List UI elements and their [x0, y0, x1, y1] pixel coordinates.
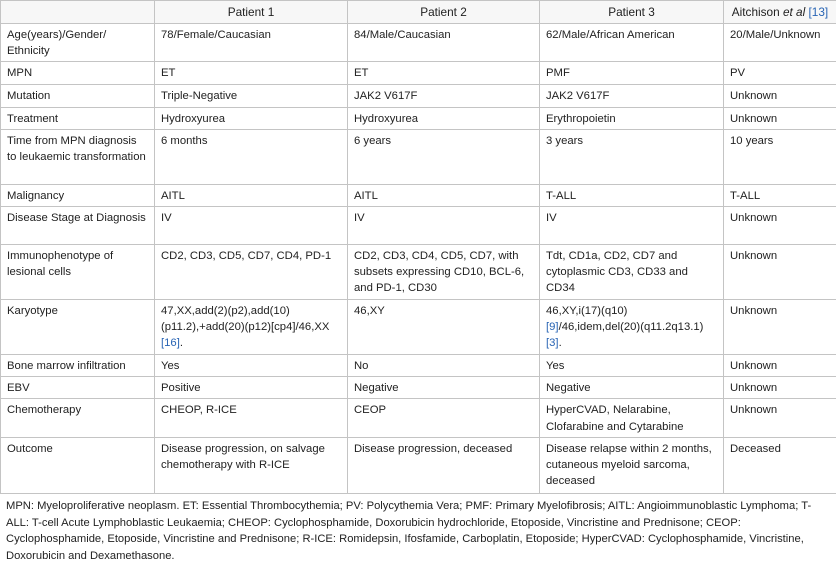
cell-p1: 78/Female/Caucasian	[155, 24, 348, 62]
cell-p3: PMF	[540, 62, 724, 85]
cell-p1: Disease progression, on salvage chemotherapy with R-ICE	[155, 437, 348, 493]
table-row	[1, 85, 836, 107]
cell-p2: IV	[348, 207, 540, 245]
header-patient-1: Patient 1	[155, 1, 348, 24]
table-row	[1, 245, 836, 300]
row-label: Age(years)/Gender/ Ethnicity	[1, 24, 155, 62]
karyotype-p1-end: .	[180, 337, 183, 349]
cell-aitchison: Unknown	[724, 245, 836, 300]
header-aitchison-etal: et al	[783, 5, 805, 19]
cell-p1: Hydroxyurea	[155, 107, 348, 129]
cell-aitchison: Unknown	[724, 377, 836, 399]
cell-aitchison: PV	[724, 62, 836, 85]
cell-aitchison: 20/Male/Unknown	[724, 24, 836, 62]
karyotype-p3-end: .	[559, 337, 562, 349]
cell-p1: Positive	[155, 377, 348, 399]
cell-p2: JAK2 V617F	[348, 85, 540, 107]
cell-p2: 6 years	[348, 129, 540, 184]
cell-p1: ET	[155, 62, 348, 85]
header-row	[1, 1, 836, 24]
table-row	[1, 184, 836, 206]
row-label: Karyotype	[1, 300, 155, 355]
header-patient-2: Patient 2	[348, 1, 540, 24]
citation-16[interactable]: [16]	[161, 337, 180, 349]
cell-p2: AITL	[348, 184, 540, 206]
karyotype-p1-text: 47,XX,add(2)(p2),add(10)(p11.2),+add(20)(p12)[cp4]/46,XX	[161, 305, 329, 333]
header-blank	[1, 1, 155, 24]
table-footnote: MPN: Myeloproliferative neoplasm. ET: Essential Thrombocythemia; PV: Polycythemia Vera; PMF: Primary Myelofibrosis; AITL: Angioimmunoblastic Lymphoma; T-ALL: T-cell Acute Lymphoblastic Leukaemia; CHEOP: Cyclophosphamide, Doxorubicin hydrochloride, Etoposide, Vincristine and Prednisone; CEOP: Cyclophosphamide, Etoposide, Vincristine and Prednisone; R-ICE: Romidepsin, Ifosfamide, Carboplatin, Etoposide; HyperCVAD: Cyclophosphamide, Vincristine, Doxorubicin and Dexamethasone.	[6, 498, 832, 564]
cell-p2: CD2, CD3, CD4, CD5, CD7, with subsets expressing CD10, BCL-6, and PD-1, CD30	[348, 245, 540, 300]
cell-p3: JAK2 V617F	[540, 85, 724, 107]
cell-p1: CD2, CD3, CD5, CD7, CD4, PD-1	[155, 245, 348, 300]
cell-p1: Triple-Negative	[155, 85, 348, 107]
citation-9[interactable]: [9]	[546, 321, 559, 333]
cell-p2: Hydroxyurea	[348, 107, 540, 129]
cell-p2: Disease progression, deceased	[348, 437, 540, 493]
cell-p2: ET	[348, 62, 540, 85]
cell-p3: Yes	[540, 355, 724, 377]
cell-p3: T-ALL	[540, 184, 724, 206]
cell-p3: Disease relapse within 2 months, cutaneous myeloid sarcoma, deceased	[540, 437, 724, 493]
cell-p1: AITL	[155, 184, 348, 206]
cell-aitchison: Unknown	[724, 207, 836, 245]
cell-aitchison: Unknown	[724, 107, 836, 129]
cell-p1: Yes	[155, 355, 348, 377]
cell-aitchison: T-ALL	[724, 184, 836, 206]
table-row	[1, 437, 836, 493]
cell-p3: 3 years	[540, 129, 724, 184]
table-row	[1, 399, 836, 437]
cell-aitchison: Deceased	[724, 437, 836, 493]
row-label: Treatment	[1, 107, 155, 129]
header-aitchison	[724, 1, 836, 24]
cell-p3: Tdt, CD1a, CD2, CD7 and cytoplasmic CD3, CD33 and CD34	[540, 245, 724, 300]
cell-p3	[540, 300, 724, 355]
karyotype-p3-text: 46,XY,i(17)(q10)	[546, 305, 627, 317]
cell-p2: No	[348, 355, 540, 377]
cell-p3: Erythropoietin	[540, 107, 724, 129]
cell-p1: CHEOP, R-ICE	[155, 399, 348, 437]
row-label: Time from MPN diagnosis to leukaemic transformation	[1, 129, 155, 184]
table-row	[1, 107, 836, 129]
table-row	[1, 377, 836, 399]
karyotype-p3-mid: /46,idem,del(20)(q11.2q13.1)	[559, 321, 704, 333]
cell-p2: CEOP	[348, 399, 540, 437]
cell-aitchison: Unknown	[724, 355, 836, 377]
row-label: EBV	[1, 377, 155, 399]
row-label: Malignancy	[1, 184, 155, 206]
row-label: Disease Stage at Diagnosis	[1, 207, 155, 245]
table-row	[1, 62, 836, 85]
table-row	[1, 300, 836, 355]
row-label: MPN	[1, 62, 155, 85]
cell-p3: HyperCVAD, Nelarabine, Clofarabine and Cytarabine	[540, 399, 724, 437]
cell-aitchison: Unknown	[724, 399, 836, 437]
cell-p2: Negative	[348, 377, 540, 399]
row-label: Outcome	[1, 437, 155, 493]
table-row	[1, 207, 836, 245]
table-row	[1, 355, 836, 377]
header-aitchison-name: Aitchison	[732, 5, 783, 19]
row-label: Chemotherapy	[1, 399, 155, 437]
cell-aitchison: Unknown	[724, 300, 836, 355]
cell-aitchison: 10 years	[724, 129, 836, 184]
cell-p1: 6 months	[155, 129, 348, 184]
table-row	[1, 129, 836, 184]
cell-p3: Negative	[540, 377, 724, 399]
cell-aitchison: Unknown	[724, 85, 836, 107]
cell-p3: 62/Male/African American	[540, 24, 724, 62]
row-label: Mutation	[1, 85, 155, 107]
cell-p1	[155, 300, 348, 355]
row-label: Bone marrow infiltration	[1, 355, 155, 377]
cell-p2: 46,XY	[348, 300, 540, 355]
citation-3[interactable]: [3]	[546, 337, 559, 349]
cell-p1: IV	[155, 207, 348, 245]
cell-p2: 84/Male/Caucasian	[348, 24, 540, 62]
header-aitchison-ref[interactable]: [13]	[809, 5, 829, 19]
table-row	[1, 24, 836, 62]
header-patient-3: Patient 3	[540, 1, 724, 24]
row-label: Immunophenotype of lesional cells	[1, 245, 155, 300]
cell-p3: IV	[540, 207, 724, 245]
